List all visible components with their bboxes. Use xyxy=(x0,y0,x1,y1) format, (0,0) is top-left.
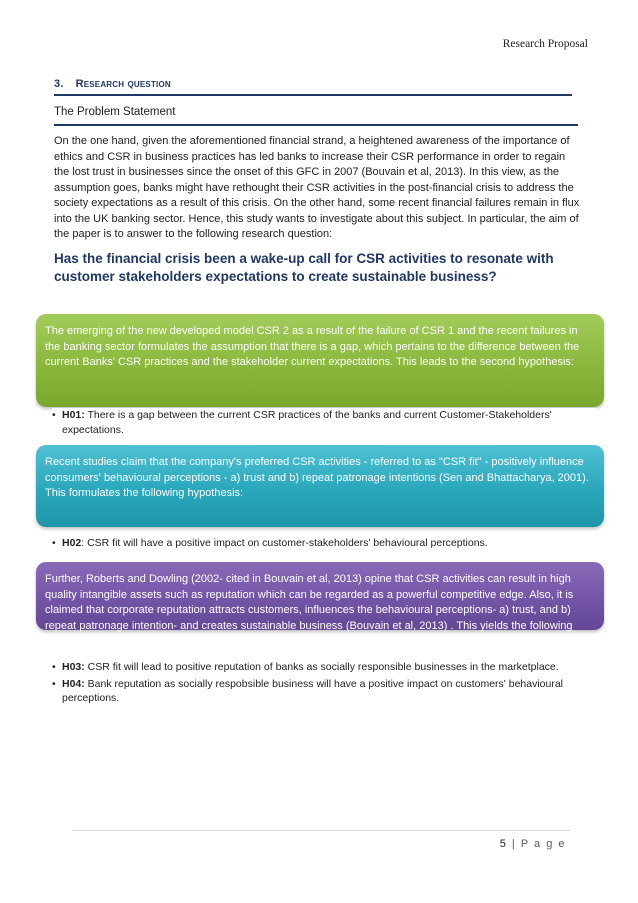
running-header: Research Proposal xyxy=(502,38,588,50)
hypothesis-text-h04: Bank reputation as socially respobsible business will have a positive impact on customers' behavioural perceptions. xyxy=(62,677,564,704)
hypothesis-list-3 xyxy=(52,660,597,708)
page-footer xyxy=(500,838,566,850)
hypothesis-text-h01: There is a gap between the current CSR practices of the banks and current Customer-Stakeholders' expectations. xyxy=(62,409,552,436)
bullet: • xyxy=(52,409,56,421)
hypothesis-list-2 xyxy=(52,536,597,553)
page-separator: | xyxy=(511,838,517,850)
hypothesis-text-h03: CSR fit will lead to positive reputation of banks as socially responsible businesses in the marketplace. xyxy=(84,661,559,673)
list-item xyxy=(52,536,597,551)
research-question: Has the financial crisis been a wake-up call for CSR activities to resonate with customer stakeholders expectations to create sustainable business? xyxy=(54,251,554,284)
page-label: P a g e xyxy=(520,838,566,850)
bullet: • xyxy=(52,537,56,549)
page-number: 5 xyxy=(499,838,508,850)
hypothesis-box-2: Recent studies claim that the company's preferred CSR activities - referred to as "CSR fit" - positively influence consumers' behavioural perceptions - a) trust and b) repeat patronage intentions (Sen and Bhattacharya, 2001). This formulates the following hypothesis: xyxy=(36,445,604,527)
hypothesis-label-h04: H04: xyxy=(62,677,85,690)
hypothesis-label-h01: H01: xyxy=(62,409,85,421)
list-item xyxy=(52,408,597,437)
hypothesis-label-h03: H03: xyxy=(62,661,85,673)
problem-statement-heading: The Problem Statement xyxy=(54,106,578,126)
list-item xyxy=(52,660,597,675)
section-number: 3. xyxy=(54,78,64,90)
hypothesis-list-1 xyxy=(52,408,597,439)
footer-divider xyxy=(72,830,570,831)
hypothesis-box-1: The emerging of the new developed model CSR 2 as a result of the failure of CSR 1 and the recent failures in the banking sector formulates the assumption that there is a gap, which pertains to the difference between the current Banks' CSR practices and the stakeholder current expectations. This leads to the second hypothesis: xyxy=(36,314,604,407)
list-item xyxy=(52,677,597,706)
hypothesis-text-h02: : CSR fit will have a positive impact on customer-stakeholders' behavioural perceptions. xyxy=(81,537,488,549)
section-title: Research question xyxy=(75,78,171,90)
hypothesis-label-h02: H02 xyxy=(62,537,82,549)
section-heading xyxy=(54,78,572,96)
hypothesis-box-3: Further, Roberts and Dowling (2002- cited in Bouvain et al, 2013) opine that CSR activities can result in high quality intangible assets such as reputation which can be regarded as a powerful competitive edge. Also, it is claimed that corporate reputation attracts customers, influences the behavioural perceptions- a) trust, and b) repeat patronage intention- and creates sustainable business (Bouvain et al, 2013) . This yields the following hypotheses: xyxy=(36,562,604,630)
problem-statement-text: On the one hand, given the aforementioned financial strand, a heightened awareness of the importance of ethics and CSR in business practices has led banks to increase their CSR performance in order to regain the lost trust in businesses since the onset of this GFC in 2007 (Bouvain et al, 2013). In this view, as the assumption goes, banks might have rethought their CSR activities in the post-financial crisis to address the society expectations as a result of this crisis. On the other hand, some recent financial failures remain in flux into the UK banking sector. Hence, this study wants to investigate about this subject. In particular, the aim of the paper is to answer to the following research question: xyxy=(54,135,580,240)
bullet: • xyxy=(52,661,56,673)
bullet: • xyxy=(52,677,56,690)
